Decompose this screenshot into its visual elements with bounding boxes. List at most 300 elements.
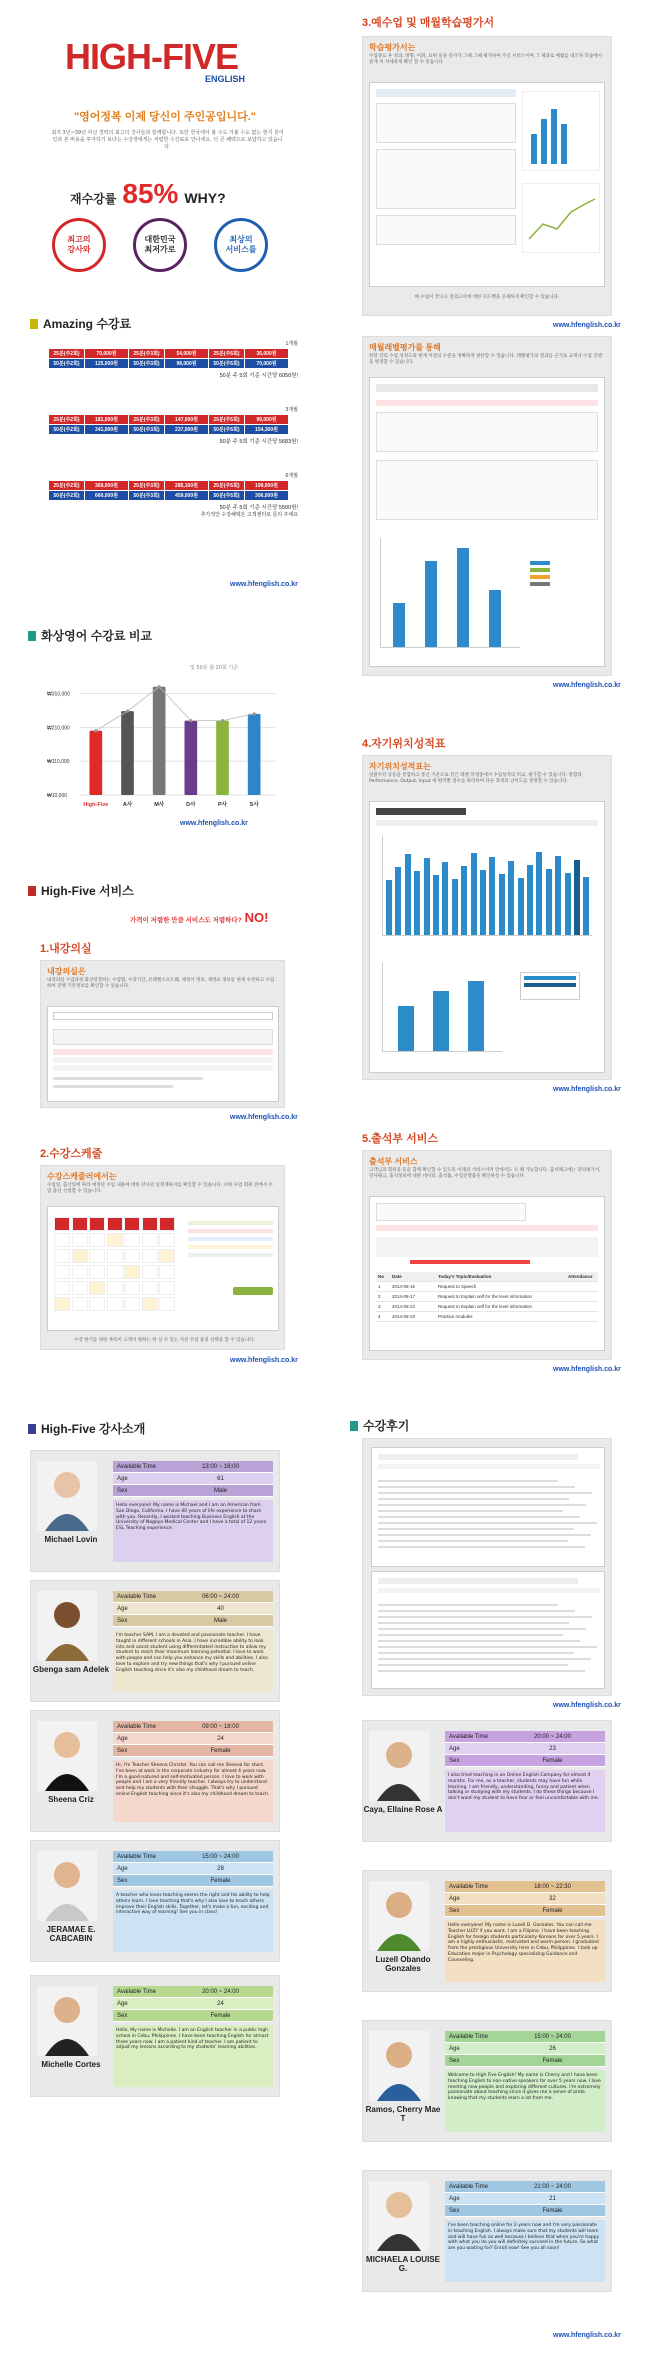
teacher-age-label: Age (117, 1735, 128, 1742)
sec5-title: 5.출석부 서비스 (362, 1133, 438, 1145)
compare-chart (45, 675, 275, 810)
teacher-name: Michelle Cortes (41, 2060, 101, 2069)
price-extra: 추가적인 수강혜택은 고객센터로 문의 주세요 (200, 512, 298, 518)
teacher-card[interactable] (362, 1870, 612, 1992)
teacher-age-row (113, 1863, 273, 1875)
teachers-title (28, 1420, 145, 1437)
teacher-bio: I'm teacher SAM, I am a devoted and passionate teacher. I have taught in different schools in Asia. I have incredible ability to look into and assist student using differentiated instruction to allow my student to reach their maximum learning potential. I love to work with people and can help you enhance my skills and abilities. I also love to explore and try new things that's why I pursued online English teaching since it's also my childhood dream to teach. (113, 1630, 273, 1692)
teacher-card[interactable] (362, 2170, 612, 2292)
teacher-age-value: 21 (549, 2195, 556, 2202)
calendar-cell[interactable] (89, 1281, 105, 1295)
calendar-cell[interactable] (107, 1265, 123, 1279)
teacher-info (113, 1986, 273, 2087)
teacher-time-value: 18:00 ~ 22:30 (534, 1883, 571, 1890)
attendance-cell: Practice modules (438, 1314, 473, 1319)
attendance-row[interactable] (376, 1312, 598, 1322)
price-block (48, 472, 298, 518)
flag-icon (28, 886, 36, 896)
review-text-line (378, 1610, 575, 1612)
rank-screenshot (369, 801, 605, 1073)
x-tick-label: P사 (218, 802, 227, 808)
calendar-cell[interactable] (159, 1265, 175, 1279)
price-cell: 154,300원 (245, 425, 289, 435)
tagline-no: NO! (244, 910, 269, 925)
rank-bar (518, 878, 524, 935)
teacher-time-value: 15:00 ~ 24:00 (534, 2033, 571, 2040)
teacher-name: Ramos, Cherry Mae T (365, 2105, 441, 2123)
trend-point (94, 729, 97, 732)
review-text-line (378, 1534, 591, 1536)
review-screenshot-1 (371, 1447, 605, 1567)
teacher-card[interactable] (362, 2020, 612, 2142)
monthly-panel (362, 336, 612, 676)
teacher-sex-row (445, 1905, 605, 1917)
price-cell: 54,000원 (165, 349, 209, 359)
amazing-link[interactable]: www.hfenglish.co.kr (230, 581, 298, 588)
teacher-photo (37, 1461, 97, 1531)
teacher-sex-row (445, 2055, 605, 2067)
price-cell: 660,000원 (85, 491, 129, 501)
sec4-link[interactable]: www.hfenglish.co.kr (553, 1086, 621, 1093)
teachers-right-link[interactable]: www.hfenglish.co.kr (553, 2332, 621, 2339)
teacher-age-label: Age (449, 2195, 460, 2202)
teacher-info (113, 1591, 273, 1692)
avatar-icon (37, 1591, 97, 1661)
teacher-sex-value: Female (542, 2207, 563, 2214)
sec3-panel-text: 수업종료 후 성과, 방향, 어휘, 표현 등을 강사가 그때 그때 평가하여 주신 서비스이며 그 제과로 매월를 대조자 학습에서 즐게 처 자세하게 확인 할 수 있습니다. (369, 54, 602, 65)
rank-bar (442, 862, 448, 935)
review-text-line (378, 1546, 585, 1548)
price-block-label: 6개월 (285, 473, 298, 479)
teacher-card[interactable] (30, 1450, 280, 1572)
price-cell: 369,000원 (85, 481, 129, 491)
teacher-age-label: Age (117, 1865, 128, 1872)
price-cell: 199,000원 (245, 481, 289, 491)
teacher-time-value: 15:00 ~ 24:00 (202, 1853, 239, 1860)
teacher-sex-value: Female (210, 1877, 231, 1884)
calendar-cell[interactable] (124, 1281, 140, 1295)
sub1-panel (40, 960, 285, 1108)
sec5-panel-title: 출석부 서비스 (369, 1157, 418, 1166)
teacher-bio: Hello everyone! My name is Luzell D. Gonzales. You can call me Teacher LUZY if you want. I am a Filipino. I have been teaching English for foreign students particularly Koreans for over 5 years. I am a highly enthusiastic, motivated and warm person. I graduated from the prestigious University here in Cebu, Philippines. I took up Education major in Psychology specializing Guidance and Counseling. (445, 1920, 605, 1982)
teachers-title-text: High-Five 강사소개 (41, 1422, 146, 1436)
compare-link[interactable]: www.hfenglish.co.kr (180, 820, 248, 827)
price-cell: 25분(주5회) (209, 481, 245, 491)
price-cell: 50분(주3회) (129, 425, 165, 435)
price-cell: 125,000원 (85, 359, 129, 369)
price-cell: 70,000원 (85, 349, 129, 359)
avatar-icon (369, 2181, 429, 2251)
calendar-cell[interactable] (124, 1233, 140, 1247)
classroom-screenshot (47, 1006, 279, 1102)
rank-bar (508, 861, 514, 935)
calendar-cell[interactable] (89, 1233, 105, 1247)
calendar-cell[interactable] (142, 1281, 158, 1295)
teacher-card[interactable] (30, 1710, 280, 1832)
teacher-time-row (113, 1851, 273, 1863)
review-text-line (378, 1604, 558, 1606)
sub2-link[interactable]: www.hfenglish.co.kr (230, 1357, 298, 1364)
rank-bar (574, 860, 580, 935)
teacher-bio: I also tried teaching in an Online English Company for almost 4 months. For me, as a teacher, students may have fun while learning. I am friendly, understanding, funny and patient when talking or studying with my students. I do these things because I don't want my student to have fear or feel uncomfortable with me. (445, 1770, 605, 1832)
rate-label: 재수강률 (70, 192, 117, 206)
teacher-sex-row (445, 2205, 605, 2217)
calendar-cell[interactable] (89, 1265, 105, 1279)
sub1-panel-title: 내강의실은 (47, 967, 86, 976)
avatar-icon (37, 1461, 97, 1531)
teacher-time-row (113, 1721, 273, 1733)
x-tick-label: M사 (154, 802, 165, 808)
calendar-cell[interactable] (159, 1297, 175, 1311)
teacher-sex-label: Sex (117, 1877, 128, 1884)
attendance-cell: Today's Topic/Evaluation (438, 1274, 492, 1279)
review-text-line (378, 1628, 586, 1630)
teacher-time-value: 13:00 ~ 16:00 (202, 1463, 239, 1470)
calendar-cell[interactable] (107, 1281, 123, 1295)
evaluation-screenshot (369, 82, 605, 287)
rank-bar (452, 879, 458, 935)
rank-bar (546, 869, 552, 935)
price-table (48, 414, 289, 435)
teacher-sex-label: Sex (449, 2207, 460, 2214)
price-cell: 70,000원 (245, 359, 289, 369)
sec5-panel-text: 고객님과 회원중 등을 함께 확인할 수 있도록 아래의 서비스이며 안에서도 수 폐 가능합니다. 출석체크에는 강의평가서, 강사원고, 출석정보에 대한 데이터, 출석률, 수업진행률을 확인하실 수 있습니다. (369, 1168, 601, 1179)
teacher-time-row (445, 2181, 605, 2193)
teacher-time-row (445, 1731, 605, 1743)
review-panel[interactable] (362, 1438, 612, 1696)
teacher-time-row (445, 2031, 605, 2043)
monthly-link[interactable]: www.hfenglish.co.kr (553, 682, 621, 689)
bar-0 (90, 731, 103, 795)
review-title (350, 1417, 409, 1434)
flag-icon (350, 1421, 358, 1431)
sub2-panel-text: 수업일, 출산일에 따라 예정된 수업 내용에 대한 강사의 일정계획서를 확인할 수 있습니다. 포한 수업 회원 전에서 수업 출신 신청할 수 있습니다. (47, 1183, 273, 1194)
calendar-cell[interactable] (124, 1265, 140, 1279)
teacher-sex-label: Sex (117, 1747, 128, 1754)
calendar-cell[interactable] (72, 1249, 88, 1263)
attendance-cell: 2 (378, 1294, 381, 1299)
price-cell: 98,000원 (165, 359, 209, 369)
teacher-card[interactable] (362, 1720, 612, 1842)
teacher-age-value: 24 (217, 2000, 224, 2007)
attendance-cell: 2014-08-17 (392, 1294, 416, 1299)
teacher-name: MICHAELA LOUISE G. (366, 2255, 440, 2273)
calendar-cell[interactable] (159, 1281, 175, 1295)
review-text-line (378, 1664, 568, 1666)
rank-bar (414, 871, 420, 935)
amazing-title (30, 315, 131, 332)
circle-1-line2: 강사와 (67, 245, 91, 254)
review-text-line (378, 1492, 592, 1494)
price-cell: 50분(주3회) (129, 491, 165, 501)
monthly-bar (457, 548, 469, 647)
attendance-row[interactable] (376, 1302, 598, 1312)
price-note: 50분 주 5회 기준 시간당 5500원! (219, 505, 298, 511)
teacher-photo (37, 1851, 97, 1921)
teacher-info (445, 1731, 605, 1832)
teacher-age-label: Age (449, 1895, 460, 1902)
teacher-time-label: Available Time (117, 1988, 156, 1995)
trend-point (189, 719, 192, 722)
calendar-cell[interactable] (124, 1249, 140, 1263)
rank-bar (480, 870, 486, 935)
circle-3-line1: 최상의 (229, 235, 253, 244)
teacher-age-label: Age (117, 1475, 128, 1482)
teacher-info (445, 2031, 605, 2132)
price-cell: 285,100원 (165, 481, 209, 491)
review-text-line (378, 1486, 575, 1488)
calendar-cell[interactable] (142, 1233, 158, 1247)
price-table (48, 348, 289, 369)
review-text-line (378, 1516, 580, 1518)
teacher-bio: A teacher who loves teaching seems the right and his ability to help others learn. I love teaching that's why I also love to teach others improve their English skills. Together, let's make a fun, exciting and interactive way of learning! See you in class! (113, 1890, 273, 1952)
teacher-age-value: 26 (549, 2045, 556, 2052)
attendance-cell: Attendance (568, 1274, 593, 1279)
rebook-rate (70, 178, 270, 210)
review-text-line (378, 1640, 580, 1642)
teacher-photo (369, 2031, 429, 2101)
monthly-panel-text: 한달 간의 수업 성취도와 현재 이전의 수준을 정확하게 판단할 수 있습니다. 레벨평가의 결과를 근거로 교재나 수업 진행을 변경할 수 있습니다. (369, 354, 602, 365)
bar-1 (121, 711, 134, 795)
attendance-cell: No (378, 1274, 384, 1279)
teacher-name: Sheena Criz (48, 1795, 94, 1804)
price-block (48, 406, 298, 445)
teacher-age-value: 24 (217, 1735, 224, 1742)
price-table (48, 480, 289, 501)
calendar-cell[interactable] (54, 1297, 70, 1311)
teacher-time-row (113, 1461, 273, 1473)
monthly-bar (425, 561, 437, 647)
attendance-cell: 2014-08-16 (392, 1284, 416, 1289)
teacher-sex-label: Sex (449, 1757, 460, 1764)
sec3-panel-title: 학습평가서는 (369, 43, 416, 52)
teacher-age-row (113, 1603, 273, 1615)
teacher-photo (369, 1881, 429, 1951)
sec5-panel (362, 1150, 612, 1360)
attendance-screenshot (369, 1196, 605, 1351)
trend-point (221, 719, 224, 722)
teacher-sex-value: Female (542, 1757, 563, 1764)
review-link[interactable]: www.hfenglish.co.kr (553, 1702, 621, 1709)
teacher-photo (37, 1986, 97, 2056)
teacher-photo (369, 1731, 429, 1801)
avatar-icon (37, 1851, 97, 1921)
rank-bar (433, 875, 439, 935)
teacher-age-label: Age (117, 1605, 128, 1612)
sec5-link[interactable]: www.hfenglish.co.kr (553, 1366, 621, 1373)
teacher-sex-label: Sex (117, 2012, 128, 2019)
calendar-cell[interactable] (54, 1265, 70, 1279)
sec3-link[interactable]: www.hfenglish.co.kr (553, 322, 621, 329)
teacher-sex-value: Female (210, 2012, 231, 2019)
calendar-cell[interactable] (142, 1217, 158, 1231)
teacher-age-label: Age (117, 2000, 128, 2007)
price-cell: 50분(주2회) (49, 491, 85, 501)
monthly-bar (489, 590, 501, 647)
price-cell: 25분(주2회) (49, 481, 85, 491)
review-text-line (378, 1658, 591, 1660)
compare-title (28, 627, 152, 644)
attendance-row[interactable] (376, 1292, 598, 1302)
teacher-info (113, 1851, 273, 1952)
bar-5 (248, 714, 261, 795)
flag-icon (30, 319, 38, 329)
rank-bar (583, 877, 589, 935)
teacher-time-label: Available Time (449, 2183, 488, 2190)
review-text-line (378, 1480, 558, 1482)
price-cell: 25분(주2회) (49, 349, 85, 359)
teacher-age-value: 40 (217, 1605, 224, 1612)
review-text-line (378, 1670, 585, 1672)
review-text-line (378, 1616, 592, 1618)
calendar-cell[interactable] (54, 1217, 70, 1231)
sec4-panel-title: 자기위치성적표는 (369, 762, 431, 771)
price-block-label: 3개월 (285, 407, 298, 413)
y-tick-label: ₩110,000 (47, 759, 70, 766)
teacher-sex-row (113, 1615, 273, 1627)
price-cell: 25분(주5회) (209, 415, 245, 425)
teacher-name: Gbenga sam Adelek (32, 1665, 110, 1674)
price-cell: 25분(주2회) (49, 415, 85, 425)
attendance-cell: Request to Explain self for the level information (438, 1304, 533, 1309)
sub2-panel-title: 수강스케줄러에서는 (47, 1172, 117, 1181)
avatar-icon (369, 2031, 429, 2101)
calendar-cell[interactable] (159, 1217, 175, 1231)
calendar-cell[interactable] (72, 1281, 88, 1295)
teacher-bio: Welcome to High Five English! My name is Cherry and I have been teaching English to non-native speakers for over 5 years now. I love meeting new people and exploring different cultures. I'm extremely passionate about teaching since it gives me a sense of pride knowing that my students learn a lot from me. (445, 2070, 605, 2132)
teacher-card[interactable] (30, 1840, 280, 1962)
calendar-cell[interactable] (107, 1217, 123, 1231)
calendar-cell[interactable] (159, 1233, 175, 1247)
calendar-cell[interactable] (72, 1265, 88, 1279)
review-text-line (378, 1498, 569, 1500)
monthly-chart (380, 538, 520, 648)
logo[interactable] (65, 38, 245, 88)
calendar-cell[interactable] (54, 1249, 70, 1263)
bar-4 (216, 721, 229, 795)
teacher-bio: I've been teaching online for 2 years now and I'm very passionate in teaching English. I always make sure that my students will learn and will have fun as well because I believe that when you're happy with what you do you will definitely succeed in the future. So what are you waiting for? Enroll now! See you all soon! (445, 2220, 605, 2282)
calendar-cell[interactable] (89, 1297, 105, 1311)
price-cell: 25분(주3회) (129, 349, 165, 359)
calendar-cell[interactable] (124, 1297, 140, 1311)
calendar-cell[interactable] (54, 1281, 70, 1295)
calendar-cell[interactable] (107, 1249, 123, 1263)
teacher-age-value: 61 (217, 1475, 224, 1482)
circle-2 (133, 218, 187, 272)
price-note: 50분 주 5회 기준 시간당 5683원! (219, 439, 298, 445)
review-text-line (378, 1646, 597, 1648)
calendar-cell[interactable] (89, 1217, 105, 1231)
rank-bar (555, 856, 561, 935)
sub1-link[interactable]: www.hfenglish.co.kr (230, 1114, 298, 1121)
calendar-cell[interactable] (142, 1265, 158, 1279)
monthly-bar (393, 603, 405, 647)
sub2-caption: 수강 한기를 위한 목록이 고객이 원하는 한 실 수 있는 지친 수업 중의 선택을 할 수 있습니다. (74, 1338, 255, 1343)
teacher-age-row (113, 1998, 273, 2010)
price-cell: 36,000원 (245, 349, 289, 359)
sub1-panel-text: 내강의실 수업과정 화상연결하는 수업법, 수강기간, 유레벨소프트웨, 제정서 정보, 제정표 정보등 현재 수강하고 수업하여 진행 기본정보를 확인할 수 있습니다. (47, 978, 275, 989)
sec3-caption: 매 수업이 끝나고 질의고서에 대한 피드백을 공새하게 확인할 수 있습니다. (414, 295, 560, 300)
sec4-panel (362, 755, 612, 1080)
calendar-cell[interactable] (72, 1297, 88, 1311)
tagline-pre: 가격이 저렴한 만큼 서비스도 저렴하다? (130, 917, 242, 924)
calendar-cell[interactable] (142, 1297, 158, 1311)
teacher-age-row (445, 1893, 605, 1905)
attendance-cell: 3 (378, 1304, 381, 1309)
teacher-time-label: Available Time (117, 1463, 156, 1470)
review-text-line (378, 1622, 569, 1624)
teacher-sex-row (445, 1755, 605, 1767)
calendar-cell[interactable] (124, 1217, 140, 1231)
price-cell: 25분(주3회) (129, 481, 165, 491)
teacher-sex-label: Sex (449, 2057, 460, 2064)
teacher-card[interactable] (30, 1975, 280, 2097)
teacher-photo (37, 1591, 97, 1661)
teacher-name: Caya, Ellaine Rose A (363, 1805, 443, 1814)
teacher-sex-label: Sex (117, 1487, 128, 1494)
attendance-cell: 4 (378, 1314, 381, 1319)
teacher-time-row (113, 1591, 273, 1603)
review-text-line (378, 1510, 563, 1512)
service-title (28, 882, 134, 899)
teacher-age-row (113, 1473, 273, 1485)
calendar-cell[interactable] (54, 1233, 70, 1247)
teacher-age-value: 23 (549, 1745, 556, 1752)
teacher-sex-value: Male (213, 1617, 227, 1624)
avatar-icon (369, 1881, 429, 1951)
x-tick-label: S사 (249, 802, 259, 808)
circle-3-line2: 서비스를 (225, 245, 257, 254)
teacher-card[interactable] (30, 1580, 280, 1702)
flag-icon (28, 631, 36, 641)
attendance-row[interactable] (376, 1282, 598, 1292)
circle-2-line1: 대한민국 (144, 235, 176, 244)
teacher-info (113, 1461, 273, 1562)
teacher-time-label: Available Time (449, 1883, 488, 1890)
teacher-time-label: Available Time (449, 1733, 488, 1740)
teacher-time-value: 06:00 ~ 24:00 (202, 1593, 239, 1600)
price-cell: 459,000원 (165, 491, 209, 501)
teacher-age-label: Age (449, 1745, 460, 1752)
attendance-cell: 1 (378, 1284, 381, 1289)
rate-value: 85% (122, 178, 179, 209)
review-text-line (378, 1540, 568, 1542)
circle-1-line1: 최고의 (67, 235, 91, 244)
compare-note: 및 50분 월 20회 기준 (190, 665, 239, 671)
avatar-icon (37, 1721, 97, 1791)
calendar-cell[interactable] (142, 1249, 158, 1263)
calendar-cell[interactable] (107, 1297, 123, 1311)
price-cell: 306,000원 (245, 491, 289, 501)
trend-point (253, 712, 256, 715)
circle-2-line2: 최저가로 (144, 245, 176, 254)
calendar-cell[interactable] (107, 1233, 123, 1247)
teacher-time-label: Available Time (117, 1723, 156, 1730)
calendar-cell[interactable] (159, 1249, 175, 1263)
teacher-info (113, 1721, 273, 1822)
calendar-cell[interactable] (72, 1217, 88, 1231)
teacher-age-value: 28 (217, 1865, 224, 1872)
teacher-sex-label: Sex (449, 1907, 460, 1914)
x-tick-label: High-Five (83, 802, 109, 808)
teacher-sex-label: Sex (117, 1617, 128, 1624)
teacher-age-row (445, 1743, 605, 1755)
calendar-cell[interactable] (72, 1233, 88, 1247)
rank-bar (499, 874, 505, 935)
calendar-cell[interactable] (89, 1249, 105, 1263)
price-cell: 50분(주2회) (49, 425, 85, 435)
price-cell: 50분(주2회) (49, 359, 85, 369)
